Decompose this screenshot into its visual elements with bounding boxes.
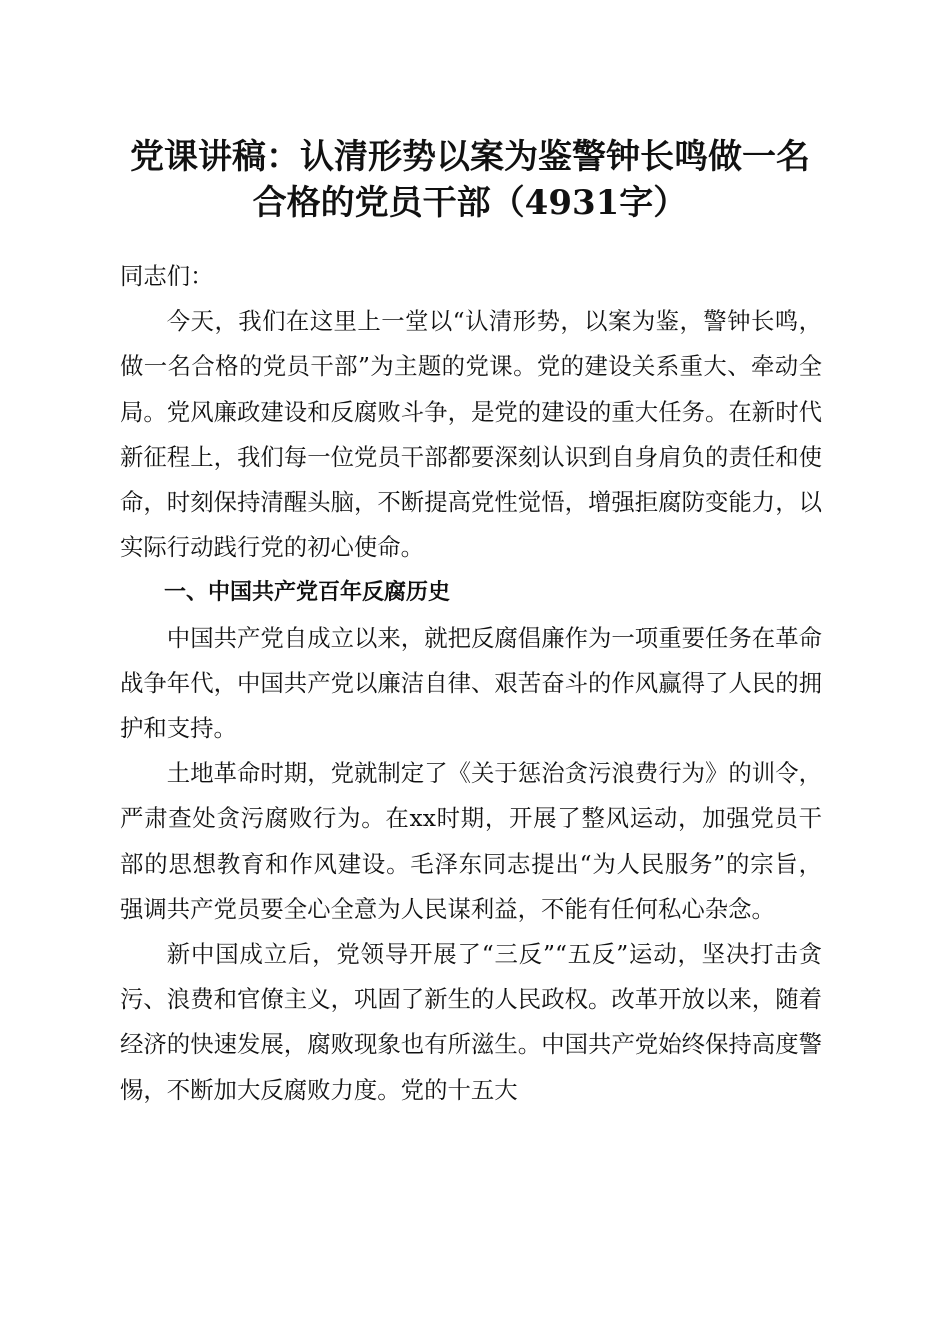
document-title [110,134,830,226]
section-heading: 一、中国共产党百年反腐历史 [164,580,451,606]
title-line-2: 合格的党员干部（4931字） [252,183,688,223]
salutation: 同志们： [120,262,214,290]
body-paragraph: 中国共产党自成立以来，就把反腐倡廉作为一项重要任务在革命战争年代，中国共产党以廉洁自律、艰苦奋斗的作风赢得了人民的拥护和支持。 [120,623,822,743]
title-line-1: 党课讲稿：认清形势以案为鉴警钟长鸣做一名 [130,137,810,177]
intro-paragraph: 今天，我们在这里上一堂以“认清形势，以案为鉴，警钟长鸣，做一名合格的党员干部”为主题的党课。党的建设关系重大、牵动全局。党风廉政建设和反腐败斗争，是党的建设的重大任务。在新时代新征程上，我们每一位党员干部都要深刻认识到自身肩负的责任和使命，时刻保持清醒头脑，不断提高党性觉悟，增强拒腐防变能力，以实际行动践行党的初心使命。 [120,307,822,562]
document-body [120,254,822,1113]
body-paragraph: 新中国成立后，党领导开展了“三反”“五反”运动，坚决打击贪污、浪费和官僚主义，巩固了新生的人民政权。改革开放以来，随着经济的快速发展，腐败现象也有所滋生。中国共产党始终保持高度警惕，不断加大反腐败力度。党的十五大 [120,940,822,1104]
body-paragraph: 土地革命时期，党就制定了《关于惩治贪污浪费行为》的训令，严肃查处贪污腐败行为。在xx时期，开展了整风运动，加强党员干部的思想教育和作风建设。毛泽东同志提出“为人民服务”的宗旨，强调共产党员要全心全意为人民谋利益，不能有任何私心杂念。 [120,759,822,923]
